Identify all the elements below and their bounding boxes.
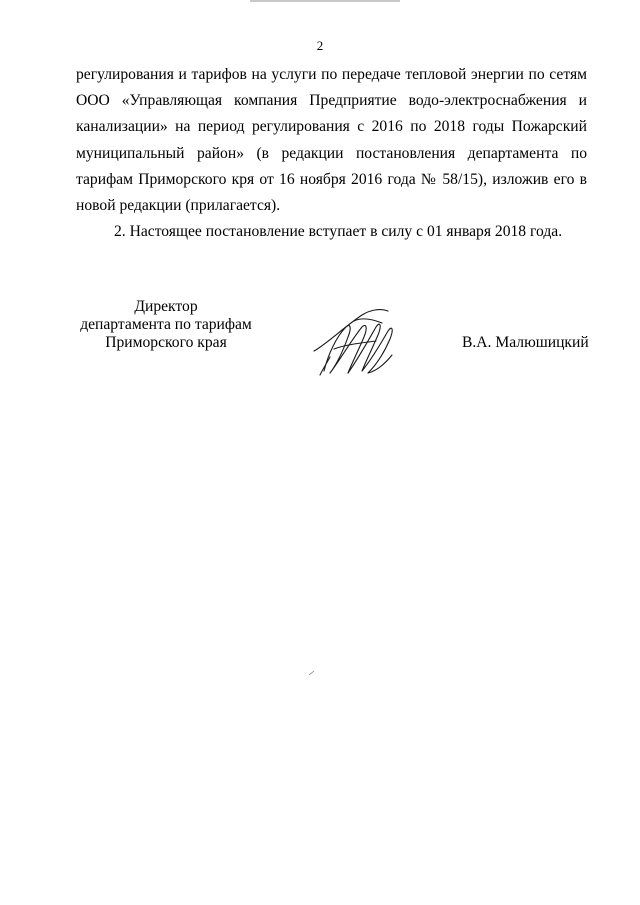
page-number: 2	[316, 38, 324, 53]
paragraph-1: регулирования и тарифов на услуги по передаче тепловой энергии по сетям ООО «Управляющая компания Предприятие водо-электроснабжения и канализации» на период регулирования с 2016 по 2018 годы Пожарский муниципальный район» (в редакции постановления департамента по тарифам Приморского кря от 16 ноября 2016 года № 58/15), изложив его в новой редакции (прилагается).	[76, 66, 587, 215]
signatory-title-line-2: департамента по тарифам	[80, 316, 252, 333]
scan-edge-line	[250, 0, 400, 2]
signatory-name: В.А. Малюшицкий	[462, 334, 589, 351]
signatory-title	[76, 298, 256, 352]
handwritten-signature	[310, 305, 400, 380]
body-text	[76, 62, 587, 245]
scan-artifact-mark	[308, 669, 316, 677]
signatory-title-line-3: Приморского края	[105, 334, 227, 351]
paragraph-2: 2. Настоящее постановление вступает в силу с 01 января 2018 года.	[114, 223, 563, 241]
signatory-title-line-1: Директор	[134, 298, 198, 315]
